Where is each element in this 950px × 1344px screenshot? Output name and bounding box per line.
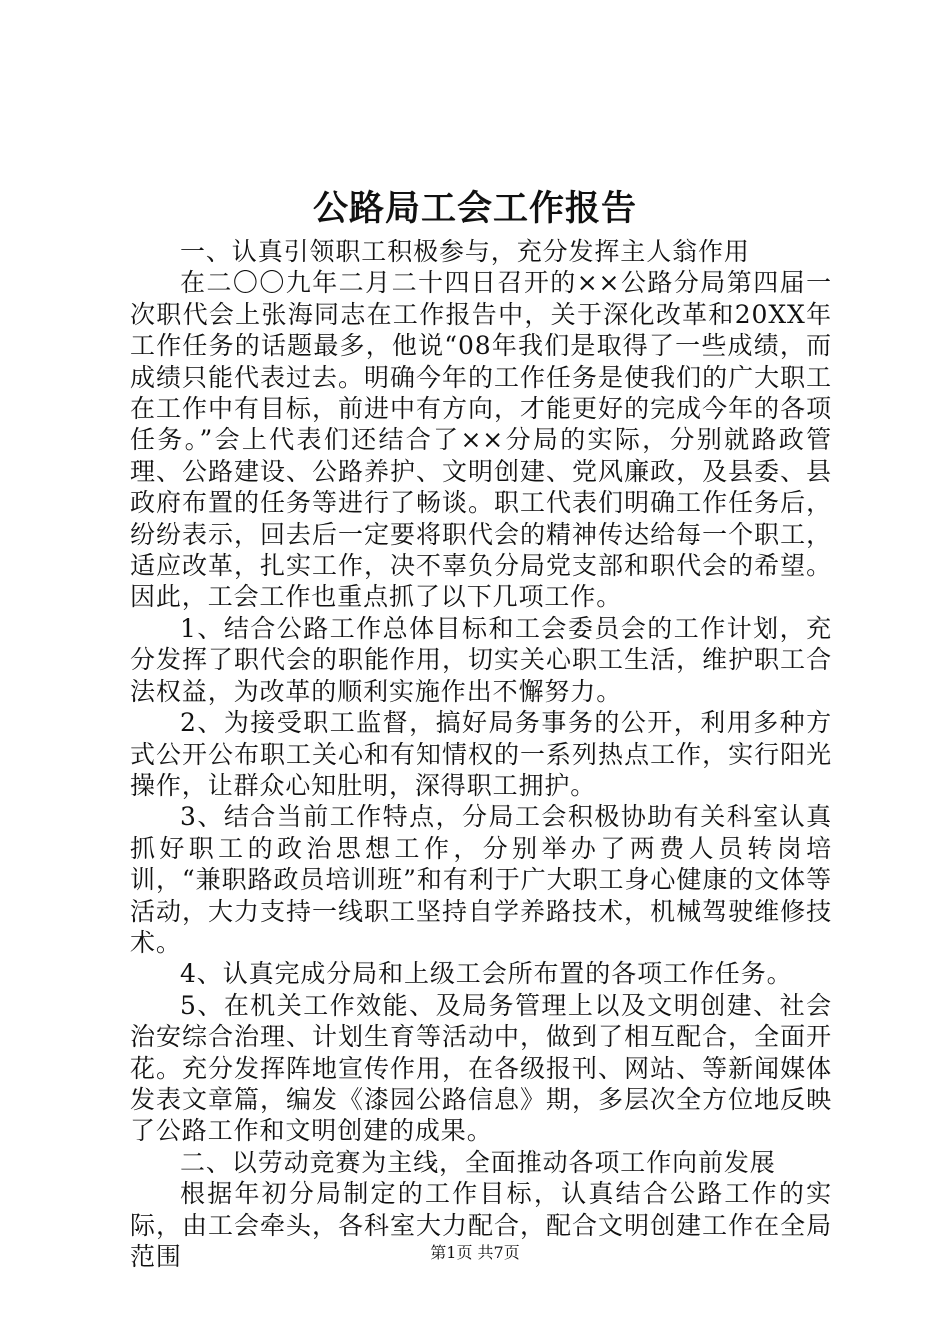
list-item-4: 4、认真完成分局和上级工会所布置的各项工作任务。	[180, 959, 793, 989]
list-item-5: 5、在机关工作效能、及局务管理上以及文明创建、社会治安综合治理、计划生育等活动中，做到了相互配合，全面开花。充分发挥阵地宣传作用，在各级报刊、网站、等新闻媒体发表文章篇，编发《漆园公路信息》期，多层次全方位地反映了公路工作和文明创建的成果。	[130, 990, 832, 1146]
list-item-3: 3、结合当前工作特点，分局工会积极协助有关科室认真抓好职工的政治思想工作，分别举办了两费人员转岗培训，“兼职路政员培训班”和有利于广大职工身心健康的文体等活动，大力支持一线职工坚持自学养路技术，机械驾驶维修技术。	[130, 802, 832, 957]
document-title: 公路局工会工作报告	[312, 188, 637, 229]
list-item-1: 1、结合公路工作总体目标和工会委员会的工作计划，充分发挥了职代会的职能作用，切实关心职工生活，维护职工合法权益，为改革的顺利实施作出不懈努力。	[130, 613, 832, 706]
list-item-2: 2、为接受职工监督，搞好局务事务的公开，利用多种方式公开公布职工关心和有知情权的一系列热点工作，实行阳光操作，让群众心知肚明，深得职工拥护。	[130, 708, 832, 800]
body-paragraph: 根据年初分局制定的工作目标，认真结合公路工作的实际，由工会牵头，各科室大力配合，配合文明创建工作在全局范围	[130, 1179, 832, 1271]
section-heading-1: 一、认真引领职工积极参与，充分发挥主人翁作用	[180, 237, 750, 266]
body-paragraph: 在二〇〇九年二月二十四日召开的××公路分局第四届一次职代会上张海同志在工作报告中，关于深化改革和20XX年工作任务的话题最多，他说“08年我们是取得了一些成绩，而成绩只能代表过去。明确今年的工作任务是使我们的广大职工在工作中有目标，前进中有方向，才能更好的完成今年的各项任务。”会上代表们还结合了××分局的实际，分别就路政管理、公路建设、公路养护、文明创建、党风廉政，及县委、县政府布置的任务等进行了畅谈。职工代表们明确工作任务后，纷纷表示，回去后一定要将职代会的精神传达给每一个职工，适应改革，扎实工作，决不辜负分局党支部和职代会的希望。因此，工会工作也重点抓了以下几项工作。	[130, 268, 832, 612]
section-heading-2: 二、以劳动竞赛为主线，全面推动各项工作向前发展	[180, 1147, 776, 1177]
document-body	[130, 236, 832, 1272]
page-number-footer: 第1页 共7页	[430, 1243, 520, 1262]
